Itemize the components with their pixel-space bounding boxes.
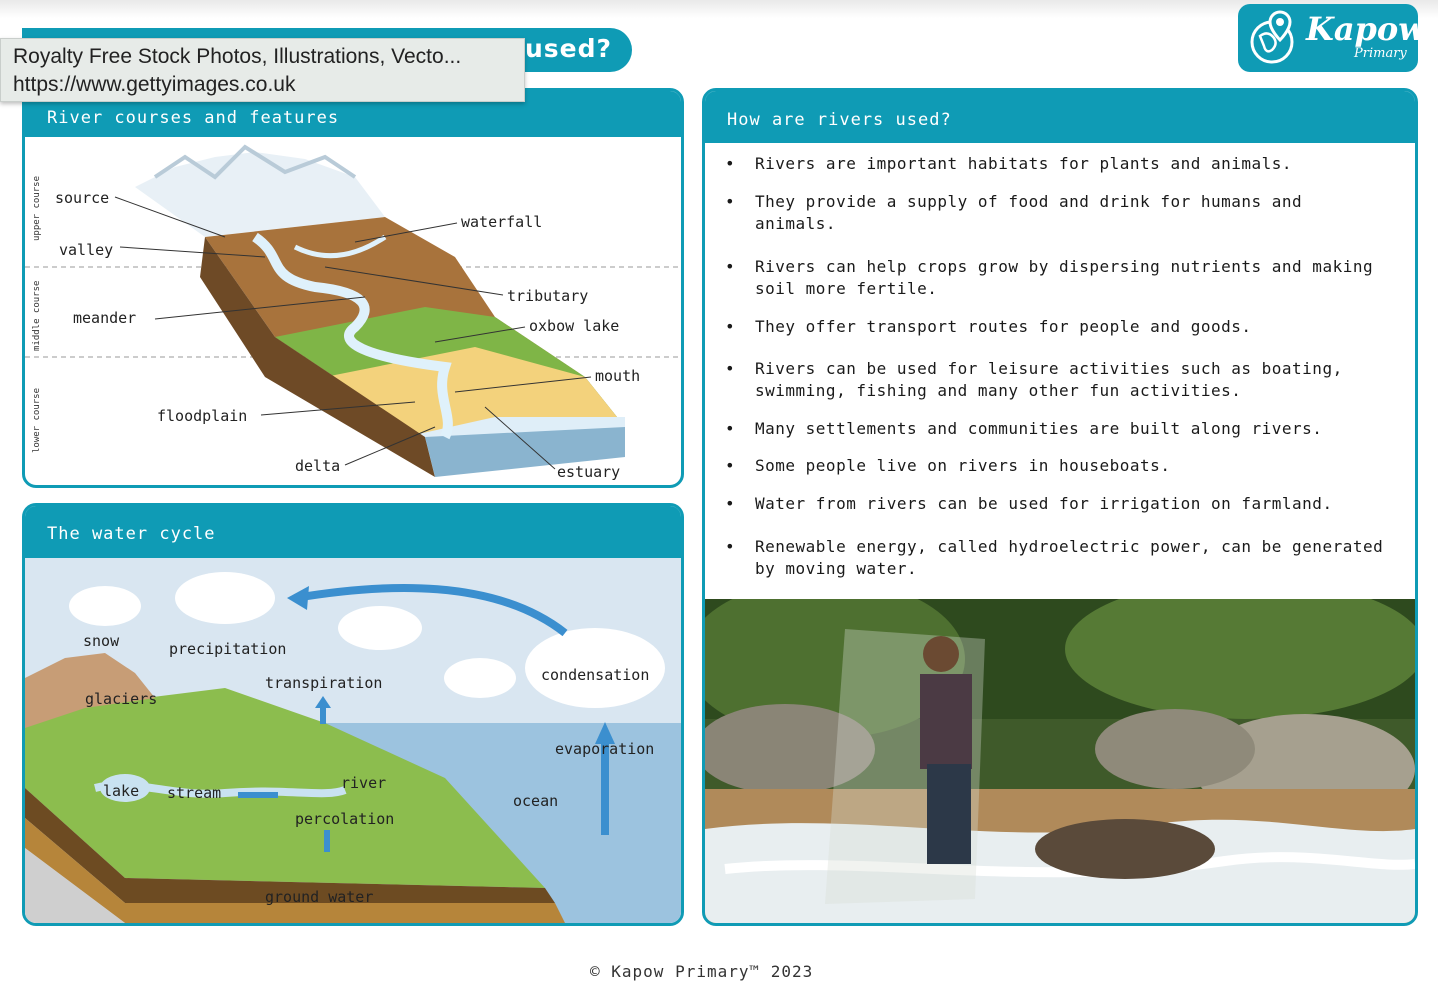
water-cycle-title: The water cycle [25,506,681,558]
label-snow: snow [83,632,120,650]
stream-arrow [238,792,278,798]
list-item: • Rivers can be used for leisure activities such as boating, swimming, fishing and many other fun activities. [725,358,1385,402]
logo-sub: Primary [1354,46,1407,61]
label-estuary: estuary [557,463,621,481]
label-percolation: percolation [295,810,395,828]
uses-panel-title: How are rivers used? [705,91,1415,143]
link-tooltip [0,38,525,102]
label-mouth: mouth [595,367,641,385]
percolation-arrow [324,830,330,852]
page-title-fragment: used? [524,34,612,63]
label-meander: meander [73,309,137,327]
label-source: source [55,189,110,207]
copyright-footer: © Kapow Primary™ 2023 [590,962,814,981]
water-cycle-panel [22,503,684,926]
fisherman-photo [705,599,1415,926]
river-courses-panel [22,88,684,488]
label-ocean: ocean [513,792,559,810]
label-transpiration: transpiration [265,674,383,692]
list-item: • Some people live on rivers in houseboats. [725,455,1385,477]
tooltip-url: https://www.gettyimages.co.uk [13,73,296,96]
upper-course-label: upper course [32,175,42,241]
label-condensation: condensation [541,666,650,684]
label-tributary: tributary [507,287,589,305]
browser-top-band [0,0,1438,18]
kapow-logo[interactable] [1238,4,1426,72]
logo-word: Kapow [1306,10,1426,48]
list-item: • Water from rivers can be used for irrigation on farmland. [725,493,1385,515]
label-oxbow-lake: oxbow lake [529,317,620,335]
label-glaciers: glaciers [85,690,158,708]
lower-course-label: lower course [32,387,42,453]
label-delta: delta [295,457,341,475]
label-river: river [341,774,387,792]
river-uses-panel [702,88,1418,926]
landscape-block [135,147,625,477]
river-diagram [25,137,681,485]
label-stream: stream [167,784,222,802]
label-evaporation: evaporation [555,740,655,758]
label-waterfall: waterfall [461,213,543,231]
water-cycle-diagram [25,558,681,923]
transpiration-arrow [320,706,326,724]
label-lake: lake [103,782,140,800]
list-item: • Renewable energy, called hydroelectric power, can be generated by moving water. [725,536,1385,580]
globe-pin-icon [1246,10,1302,66]
middle-course-label: middle course [32,280,42,351]
label-floodplain: floodplain [157,407,248,425]
label-valley: valley [59,241,114,259]
list-item: • Many settlements and communities are built along rivers. [725,418,1385,440]
list-item: • They offer transport routes for people and goods. [725,316,1385,338]
label-precipitation: precipitation [169,640,287,658]
list-item: • Rivers are important habitats for plants and animals. [725,153,1385,175]
list-item: • They provide a supply of food and drink for humans and animals. [725,191,1385,235]
river-panel-title: River courses and features [25,91,681,137]
tooltip-title: Royalty Free Stock Photos, Illustrations, Vecto... [13,45,462,68]
label-ground-water: ground water [265,888,374,906]
list-item: • Rivers can help crops grow by dispersing nutrients and making soil more fertile. [725,256,1385,300]
